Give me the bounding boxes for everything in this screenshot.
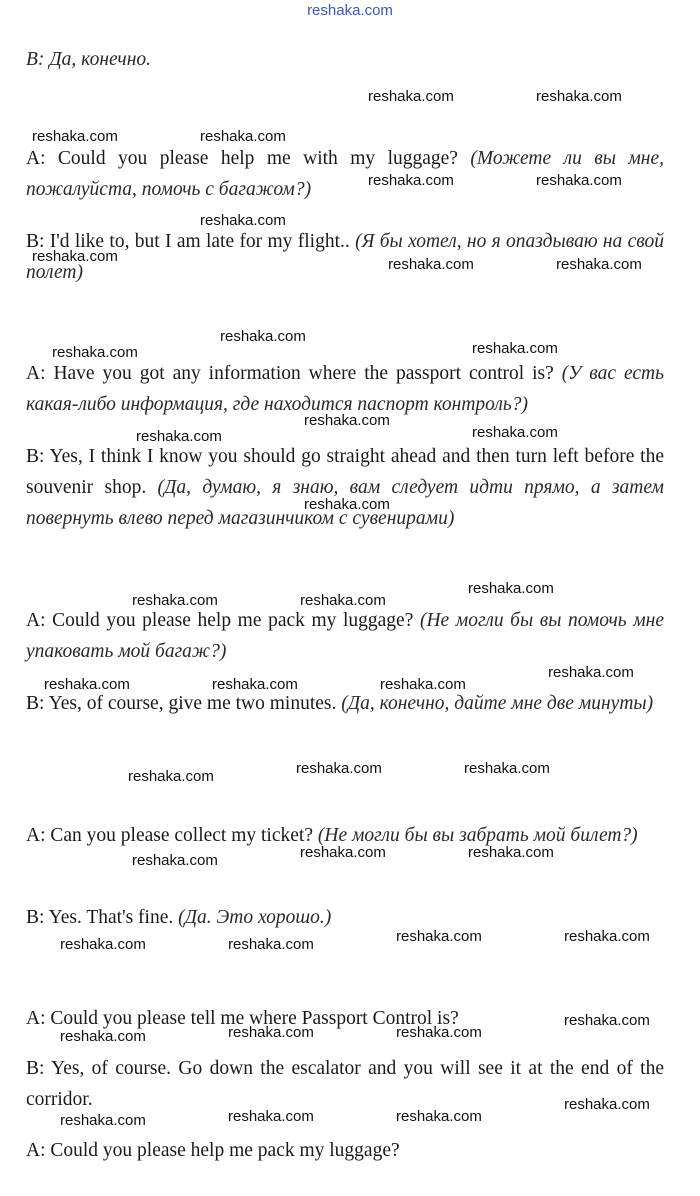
site-header[interactable]: reshaka.com bbox=[307, 2, 393, 19]
watermark: reshaka.com bbox=[396, 1108, 482, 1125]
watermark: reshaka.com bbox=[32, 128, 118, 145]
watermark: reshaka.com bbox=[536, 88, 622, 105]
dialogue-line-12 bbox=[26, 1135, 664, 1166]
watermark: reshaka.com bbox=[396, 1024, 482, 1041]
watermark: reshaka.com bbox=[228, 1108, 314, 1125]
watermark: reshaka.com bbox=[220, 328, 306, 345]
watermark: reshaka.com bbox=[564, 928, 650, 945]
watermark: reshaka.com bbox=[556, 256, 642, 273]
watermark: reshaka.com bbox=[228, 1024, 314, 1041]
watermark: reshaka.com bbox=[212, 676, 298, 693]
line-en: A: Could you please tell me where Passport Control is? bbox=[26, 1008, 459, 1029]
dialogue-line-1 bbox=[26, 44, 664, 75]
watermark: reshaka.com bbox=[60, 936, 146, 953]
line-en: A: Could you please help me pack my luggage? bbox=[26, 1140, 400, 1161]
watermark: reshaka.com bbox=[300, 592, 386, 609]
watermark: reshaka.com bbox=[468, 844, 554, 861]
watermark: reshaka.com bbox=[300, 844, 386, 861]
watermark: reshaka.com bbox=[228, 936, 314, 953]
watermark: reshaka.com bbox=[396, 928, 482, 945]
line-ru: (Не могли бы вы забрать мой билет?) bbox=[317, 825, 638, 846]
line-ru: (Да, думаю, я знаю, вам следует идти прямо, а затем повернуть влево перед магазинчиком с сувенирами) bbox=[26, 477, 664, 529]
dialogue-line-5 bbox=[26, 441, 664, 534]
line-en: B: Yes. That's fine. bbox=[26, 907, 174, 928]
line-ru: (Да. Это хорошо.) bbox=[178, 907, 332, 928]
watermark: reshaka.com bbox=[44, 676, 130, 693]
line-en: B: Yes, of course, give me two minutes. bbox=[26, 693, 337, 714]
dialogue-line-4 bbox=[26, 358, 664, 420]
watermark: reshaka.com bbox=[32, 248, 118, 265]
watermark: reshaka.com bbox=[52, 344, 138, 361]
watermark: reshaka.com bbox=[200, 212, 286, 229]
line-ru: (У вас есть какая-либо информация, где находится паспорт контроль?) bbox=[26, 363, 664, 415]
line-en: A: Can you please collect my ticket? bbox=[26, 825, 313, 846]
line-ru: (Не могли бы вы помочь мне упаковать мой багаж?) bbox=[26, 610, 664, 662]
dialogue-line-6 bbox=[26, 605, 664, 667]
watermark: reshaka.com bbox=[304, 412, 390, 429]
line-en: B: I'd like to, but I am late for my flight.. bbox=[26, 231, 350, 252]
line-ru: (Да, конечно, дайте мне две минуты) bbox=[341, 693, 654, 714]
watermark: reshaka.com bbox=[368, 172, 454, 189]
watermark: reshaka.com bbox=[132, 852, 218, 869]
line-ru: B: Да, конечно. bbox=[26, 49, 151, 70]
line-en: A: Could you please help me with my luggage? bbox=[26, 148, 458, 169]
watermark: reshaka.com bbox=[472, 424, 558, 441]
line-en: A: Could you please help me pack my luggage? bbox=[26, 610, 414, 631]
watermark: reshaka.com bbox=[564, 1096, 650, 1113]
watermark: reshaka.com bbox=[472, 340, 558, 357]
line-en: B: Yes, I think I know you should go straight ahead and then turn left before the souvenir shop. bbox=[26, 446, 664, 498]
watermark: reshaka.com bbox=[368, 88, 454, 105]
watermark: reshaka.com bbox=[468, 580, 554, 597]
watermark: reshaka.com bbox=[380, 676, 466, 693]
watermark: reshaka.com bbox=[304, 496, 390, 513]
line-ru: (Я бы хотел, но я опаздываю на свой полет) bbox=[26, 231, 664, 283]
watermark: reshaka.com bbox=[60, 1112, 146, 1129]
line-ru: (Можете ли вы мне, пожалуйста, помочь с багажом?) bbox=[26, 148, 664, 200]
watermark: reshaka.com bbox=[536, 172, 622, 189]
watermark: reshaka.com bbox=[200, 128, 286, 145]
watermark: reshaka.com bbox=[136, 428, 222, 445]
line-en: B: Yes, of course. Go down the escalator and you will see it at the end of the corridor. bbox=[26, 1058, 664, 1110]
watermark: reshaka.com bbox=[60, 1028, 146, 1045]
watermark: reshaka.com bbox=[132, 592, 218, 609]
watermark: reshaka.com bbox=[464, 760, 550, 777]
watermark: reshaka.com bbox=[388, 256, 474, 273]
watermark: reshaka.com bbox=[548, 664, 634, 681]
watermark: reshaka.com bbox=[564, 1012, 650, 1029]
line-en: A: Have you got any information where the passport control is? bbox=[26, 363, 554, 384]
watermark: reshaka.com bbox=[296, 760, 382, 777]
watermark: reshaka.com bbox=[128, 768, 214, 785]
